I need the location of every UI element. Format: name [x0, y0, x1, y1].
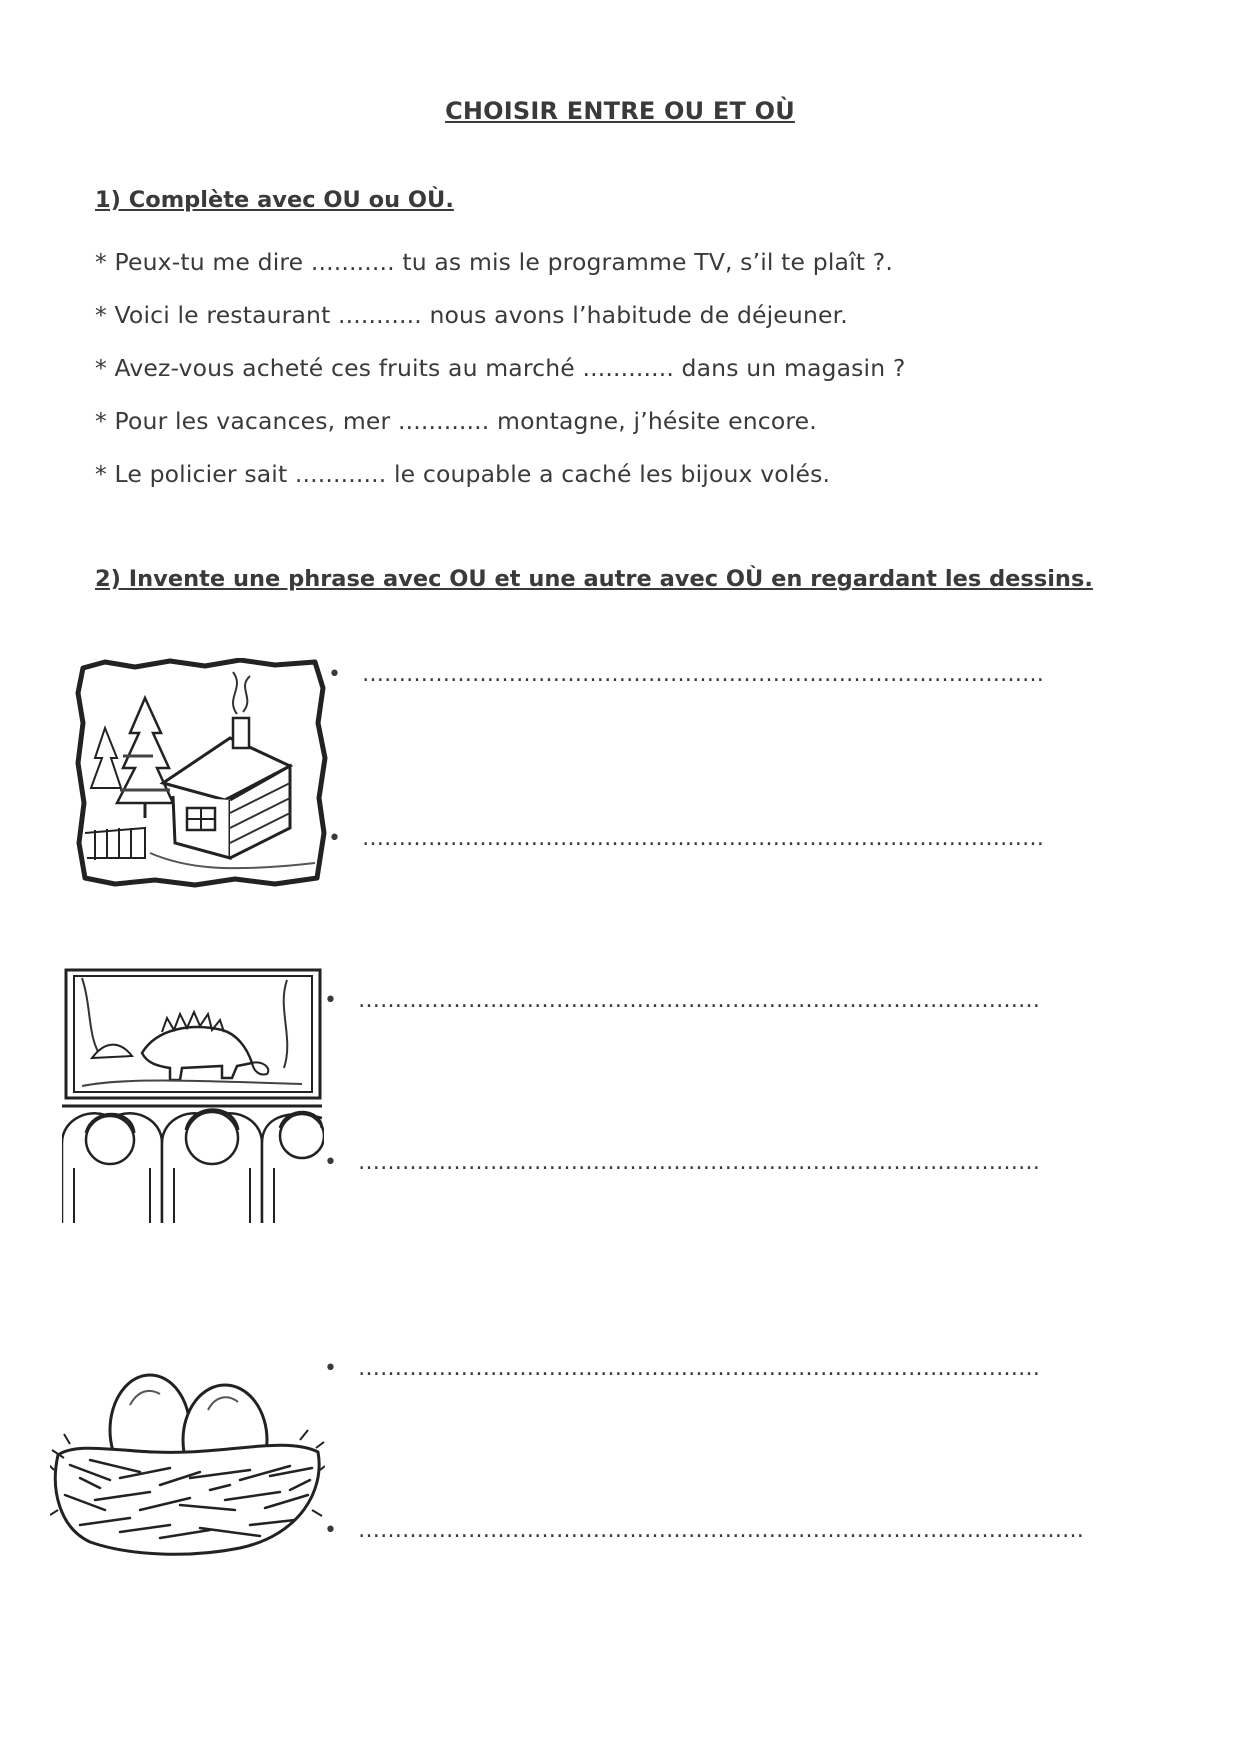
answer-line-5[interactable]: [324, 1356, 1040, 1381]
bullet-icon: •: [328, 662, 341, 687]
answer-line-1[interactable]: [328, 662, 1044, 687]
bullet-icon: •: [328, 826, 341, 851]
answer-dots: …………………………………………………………………………………: [358, 1356, 1040, 1381]
answer-dots: …………………………………………………………………………………: [362, 826, 1044, 851]
snow-cabin-illustration: [75, 658, 330, 888]
bullet-icon: •: [324, 1518, 337, 1543]
answer-dots: ………………………………………………………………………………………: [358, 1518, 1084, 1543]
exercise-1-sentence-2: * Voici le restaurant ........... nous avons l’habitude de déjeuner.: [95, 301, 848, 329]
answer-line-6[interactable]: [324, 1518, 1084, 1543]
answer-line-3[interactable]: [324, 988, 1040, 1013]
nest-eggs-illustration: [50, 1360, 325, 1560]
exercise-2-heading: 2) Invente une phrase avec OU et une autre avec OÙ en regardant les dessins.: [95, 566, 1093, 592]
cinema-dinosaur-illustration: [62, 968, 324, 1226]
bullet-icon: •: [324, 1356, 337, 1381]
exercise-1-sentence-4: * Pour les vacances, mer ............ montagne, j’hésite encore.: [95, 407, 817, 435]
answer-dots: …………………………………………………………………………………: [362, 662, 1044, 687]
page-title: CHOISIR ENTRE OU ET OÙ: [445, 97, 795, 125]
exercise-1-sentence-3: * Avez-vous acheté ces fruits au marché ............ dans un magasin ?: [95, 354, 906, 382]
answer-line-2[interactable]: [328, 826, 1044, 851]
answer-dots: …………………………………………………………………………………: [358, 1150, 1040, 1175]
bullet-icon: •: [324, 988, 337, 1013]
exercise-1-sentence-5: * Le policier sait ............ le coupable a caché les bijoux volés.: [95, 460, 831, 488]
exercise-1-sentence-1: * Peux-tu me dire ........... tu as mis le programme TV, s’il te plaît ?.: [95, 248, 893, 276]
bullet-icon: •: [324, 1150, 337, 1175]
answer-line-4[interactable]: [324, 1150, 1040, 1175]
exercise-1-heading: 1) Complète avec OU ou OÙ.: [95, 187, 454, 213]
answer-dots: …………………………………………………………………………………: [358, 988, 1040, 1013]
